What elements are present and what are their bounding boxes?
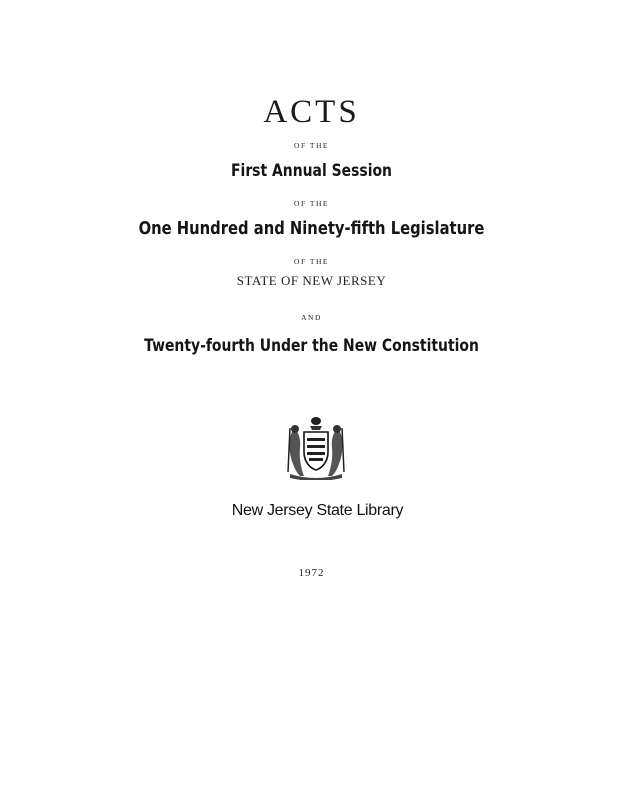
session-heading: First Annual Session — [231, 161, 392, 181]
state-name: STATE OF NEW JERSEY — [236, 273, 387, 288]
legislature-heading: One Hundred and Ninety-fifth Legislature — [138, 218, 485, 239]
connector-of-the-1: OF THE — [294, 141, 329, 150]
publication-year: 1972 — [298, 567, 325, 579]
connector-and: AND — [301, 313, 322, 322]
state-seal-icon — [284, 412, 348, 480]
connector-of-the-2: OF THE — [294, 199, 329, 208]
document-title: ACTS — [263, 94, 360, 130]
library-stamp: New Jersey State Library — [231, 502, 404, 519]
connector-of-the-3: OF THE — [294, 257, 329, 266]
constitution-heading: Twenty-fourth Under the New Constitution — [144, 336, 479, 356]
